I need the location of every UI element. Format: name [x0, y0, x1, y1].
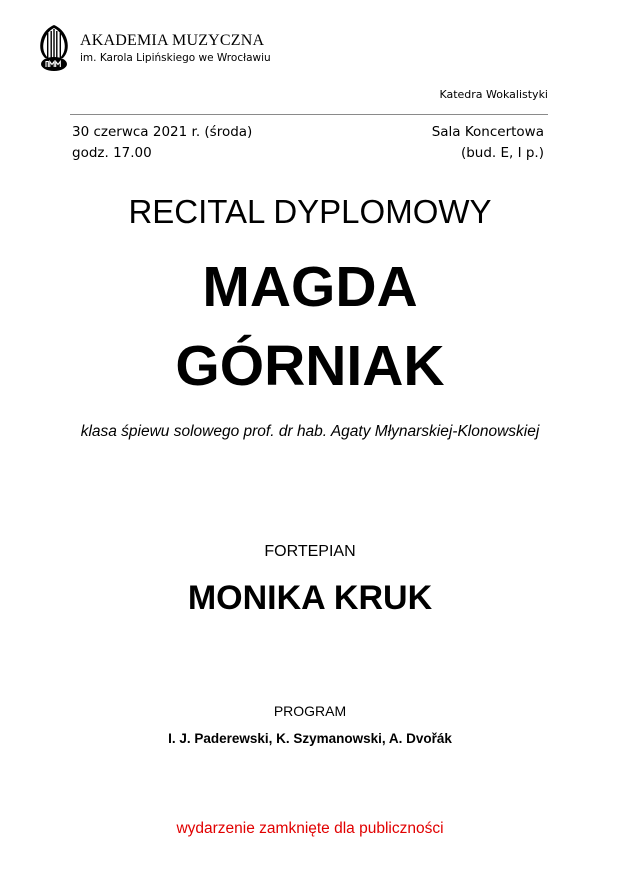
singer-first-name: MAGDA	[202, 255, 418, 319]
event-venue: Sala Koncertowa	[431, 124, 544, 140]
institution-subtitle: im. Karola Lipińskiego we Wrocławiu	[80, 52, 271, 64]
program-label: PROGRAM	[273, 703, 347, 719]
piano-label: FORTEPIAN	[264, 543, 356, 560]
department-name: Katedra Wokalistyki	[439, 88, 548, 101]
recital-title: RECITAL DYPLOMOWY	[128, 193, 492, 230]
lyre-logo-icon	[36, 24, 72, 72]
singer-last-name: GÓRNIAK	[175, 334, 445, 398]
event-date: 30 czerwca 2021 r. (środa)	[72, 124, 253, 140]
event-building: (bud. E, I p.)	[460, 145, 544, 161]
header-divider	[70, 114, 548, 115]
program-composers: I. J. Paderewski, K. Szymanowski, A. Dvořák	[168, 731, 452, 746]
class-info: klasa śpiewu solowego prof. dr hab. Agaty Młynarskiej-Klonowskiej	[80, 423, 540, 440]
closed-event-notice: wydarzenie zamknięte dla publiczności	[176, 820, 444, 837]
pianist-name: MONIKA KRUK	[187, 579, 433, 617]
institution-name: AKADEMIA MUZYCZNA	[80, 32, 265, 49]
event-time: godz. 17.00	[72, 145, 152, 161]
